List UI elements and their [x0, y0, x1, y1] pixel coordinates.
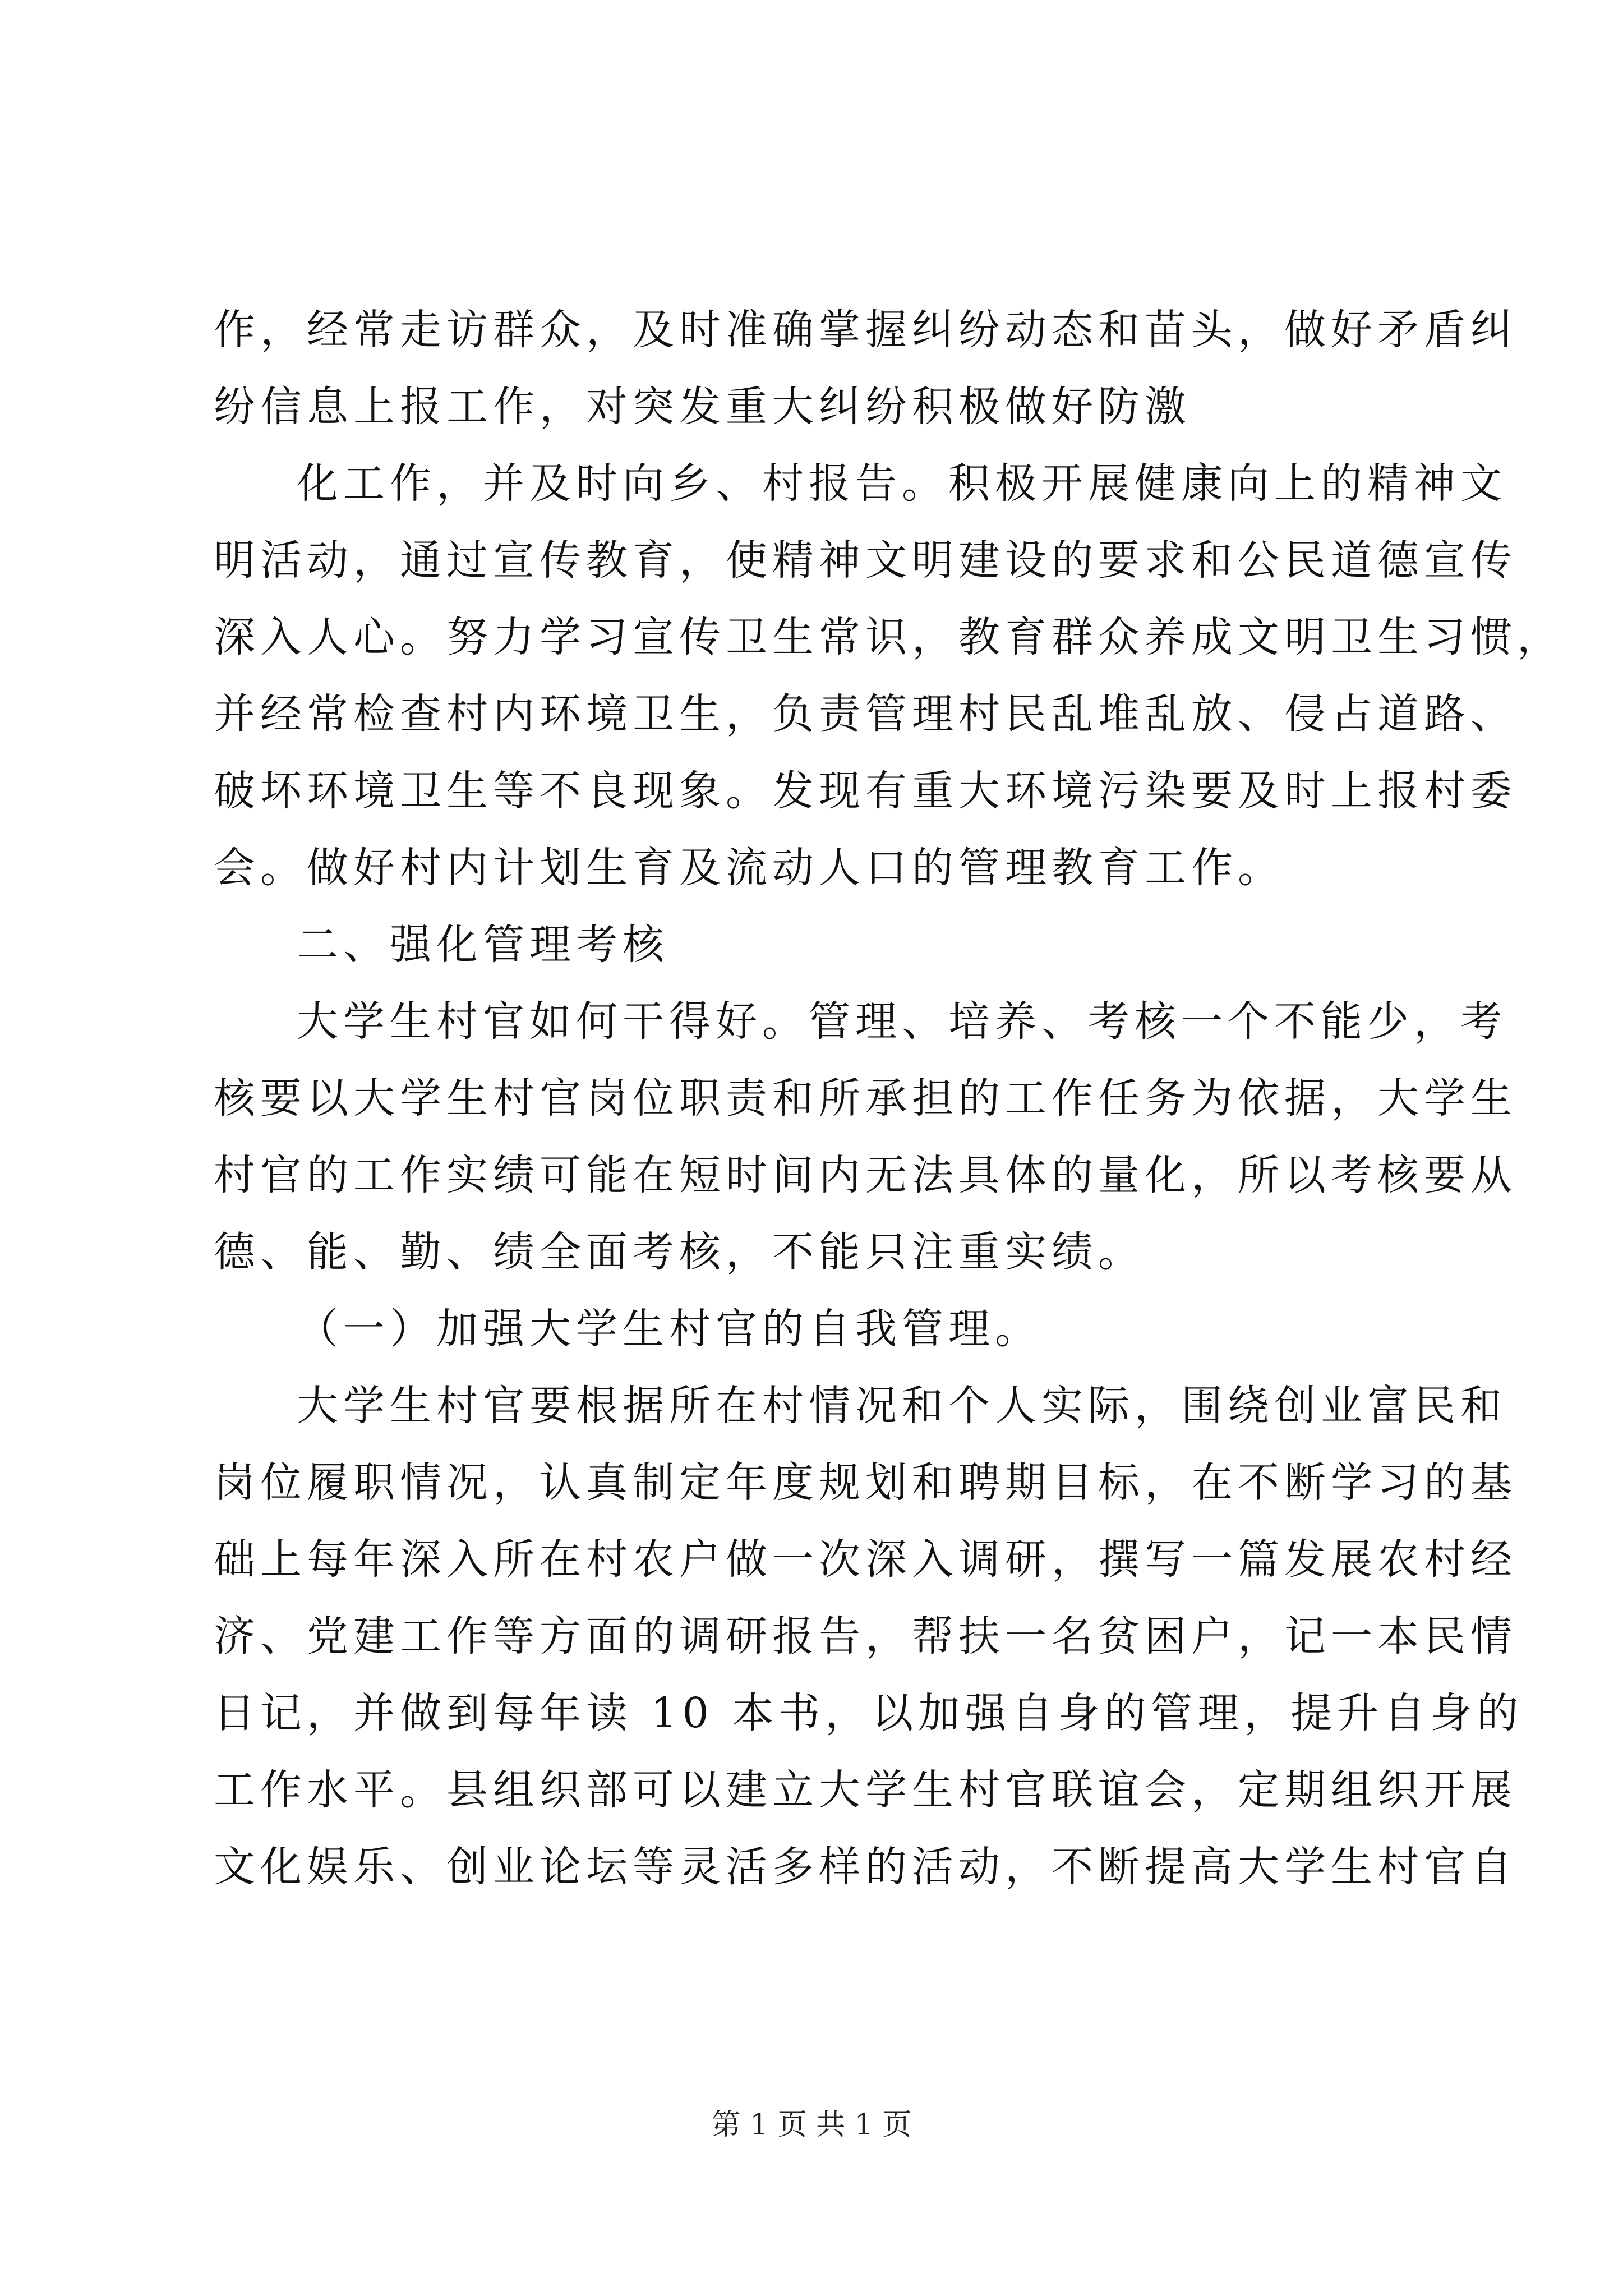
paragraph-line: 明活动，通过宣传教育，使精神文明建设的要求和公民道德宣传: [214, 536, 1517, 585]
paragraph-line: 大学生村官如何干得好。管理、培养、考核一个不能少，考: [297, 997, 1507, 1046]
paragraph-line: 德、能、勤、绩全面考核，不能只注重实绩。: [214, 1228, 1145, 1276]
paragraph-line: 工作水平。县组织部可以建立大学生村官联谊会，定期组织开展: [214, 1766, 1517, 1814]
paragraph-line: 并经常检查村内环境卫生，负责管理村民乱堆乱放、侵占道路、: [214, 690, 1517, 738]
paragraph-line: 岗位履职情况，认真制定年度规划和聘期目标，在不断学习的基: [214, 1458, 1517, 1507]
paragraph-line: 深入人心。努力学习宣传卫生常识，教育群众养成文明卫生习惯，: [214, 613, 1564, 661]
paragraph-line: 化工作，并及时向乡、村报告。积极开展健康向上的精神文: [297, 459, 1507, 508]
paragraph-line: 济、党建工作等方面的调研报告，帮扶一名贫困户，记一本民情: [214, 1612, 1517, 1660]
paragraph-line: 核要以大学生村官岗位职责和所承担的工作任务为依据，大学生: [214, 1074, 1517, 1122]
paragraph-line: 纷信息上报工作，对突发重大纠纷积极做好防激: [214, 383, 1191, 431]
paragraph-line: 文化娱乐、创业论坛等灵活多样的活动，不断提高大学生村官自: [214, 1843, 1517, 1891]
paragraph-line: 村官的工作实绩可能在短时间内无法具体的量化，所以考核要从: [214, 1151, 1517, 1199]
paragraph-line: 作，经常走访群众，及时准确掌握纠纷动态和苗头，做好矛盾纠: [214, 306, 1517, 354]
page-footer: 第 1 页 共 1 页: [711, 2108, 912, 2142]
paragraph-line: 日记，并做到每年读 10 本书，以加强自身的管理，提升自身的: [214, 1689, 1524, 1737]
section-heading: 二、强化管理考核: [297, 921, 669, 969]
paragraph-line: 会。做好村内计划生育及流动人口的管理教育工作。: [214, 844, 1284, 892]
subsection-heading: （一）加强大学生村官的自我管理。: [297, 1305, 1041, 1353]
paragraph-line: 大学生村官要根据所在村情况和个人实际，围绕创业富民和: [297, 1382, 1507, 1430]
paragraph-line: 础上每年深入所在村农户做一次深入调研，撰写一篇发展农村经: [214, 1535, 1517, 1584]
document-body: [214, 292, 1564, 1906]
paragraph-line: 破坏环境卫生等不良现象。发现有重大环境污染要及时上报村委: [214, 767, 1517, 815]
